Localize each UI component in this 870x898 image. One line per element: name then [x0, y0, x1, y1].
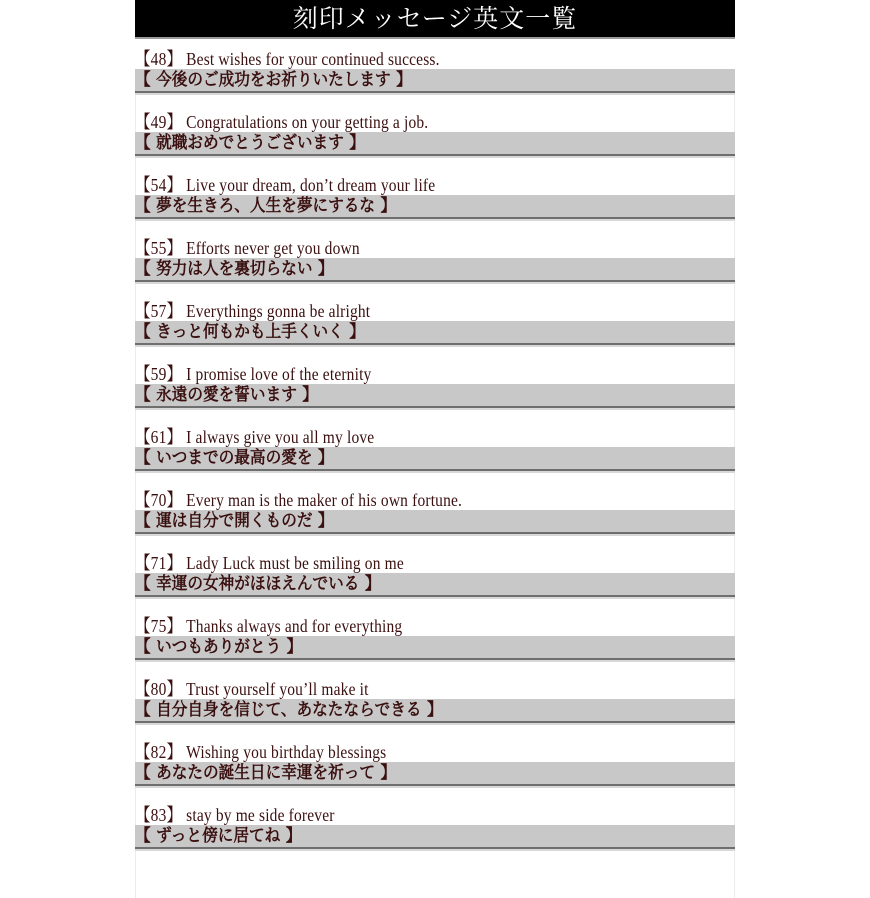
japanese-band	[135, 384, 735, 408]
japanese-message: 【 いつまでの最高の愛を 】	[135, 448, 334, 468]
message-number: 【55】	[135, 238, 183, 258]
japanese-message: 【 今後のご成功をお祈りいたします 】	[135, 70, 412, 90]
english-text: Best wishes for your continued success.	[182, 49, 440, 69]
message-entry	[135, 165, 735, 228]
japanese-band	[135, 762, 735, 786]
english-message	[135, 552, 404, 574]
japanese-message: 【 幸運の女神がほほえんでいる 】	[135, 574, 381, 594]
english-text: Lady Luck must be smiling on me	[182, 553, 404, 573]
japanese-message: 【 運は自分で開くものだ 】	[135, 511, 334, 531]
japanese-message: 【 永遠の愛を誓います 】	[135, 385, 318, 405]
japanese-band	[135, 699, 735, 723]
english-message	[135, 300, 370, 322]
message-entry	[135, 795, 735, 858]
message-entry	[135, 291, 735, 354]
english-message	[135, 615, 402, 637]
english-text: Congratulations on your getting a job.	[182, 112, 429, 132]
message-entry	[135, 669, 735, 732]
english-message	[135, 237, 360, 259]
english-message	[135, 489, 462, 511]
message-entry	[135, 417, 735, 480]
message-number: 【82】	[135, 742, 183, 762]
message-entry	[135, 102, 735, 165]
japanese-band	[135, 510, 735, 534]
english-message	[135, 111, 428, 133]
japanese-band	[135, 825, 735, 849]
message-number: 【80】	[135, 679, 183, 699]
english-text: Everythings gonna be alright	[182, 301, 371, 321]
japanese-message: 【 就職おめでとうございます 】	[135, 133, 365, 153]
japanese-band	[135, 69, 735, 93]
japanese-message: 【 きっと何もかも上手くいく 】	[135, 322, 365, 342]
japanese-band	[135, 321, 735, 345]
english-text: Trust yourself you’ll make it	[182, 679, 369, 699]
japanese-message: 【 あなたの誕生日に幸運を祈って 】	[135, 763, 397, 783]
english-message	[135, 804, 335, 826]
message-number: 【54】	[135, 175, 183, 195]
message-entry	[135, 732, 735, 795]
japanese-band	[135, 636, 735, 660]
message-number: 【71】	[135, 553, 183, 573]
message-entry	[135, 480, 735, 543]
japanese-message: 【 ずっと傍に居てね 】	[135, 826, 302, 846]
message-number: 【83】	[135, 805, 183, 825]
japanese-band	[135, 132, 735, 156]
english-message	[135, 174, 435, 196]
message-number: 【49】	[135, 112, 183, 132]
japanese-band	[135, 195, 735, 219]
message-number: 【48】	[135, 49, 183, 69]
english-message	[135, 741, 386, 763]
message-number: 【61】	[135, 427, 183, 447]
english-text: Every man is the maker of his own fortune.	[182, 490, 463, 510]
english-message	[135, 363, 371, 385]
message-number: 【75】	[135, 616, 183, 636]
message-sheet	[135, 0, 735, 858]
english-text: stay by me side forever	[182, 805, 335, 825]
japanese-band	[135, 573, 735, 597]
message-entry	[135, 543, 735, 606]
message-entry	[135, 354, 735, 417]
page-title: 刻印メッセージ英文一覧	[135, 0, 735, 39]
message-entry	[135, 39, 735, 102]
message-list	[135, 39, 735, 858]
english-message	[135, 48, 440, 70]
message-number: 【57】	[135, 301, 183, 321]
japanese-message: 【 夢を生きろ、人生を夢にするな 】	[135, 196, 397, 216]
message-number: 【59】	[135, 364, 183, 384]
message-entry	[135, 606, 735, 669]
message-entry	[135, 228, 735, 291]
japanese-band	[135, 447, 735, 471]
english-text: Live your dream, don’t dream your life	[182, 175, 436, 195]
english-text: Efforts never get you down	[182, 238, 360, 258]
japanese-message: 【 努力は人を裏切らない 】	[135, 259, 334, 279]
english-text: Wishing you birthday blessings	[182, 742, 387, 762]
english-text: Thanks always and for everything	[182, 616, 403, 636]
english-text: I always give you all my love	[182, 427, 375, 447]
english-text: I promise love of the eternity	[182, 364, 372, 384]
japanese-message: 【 いつもありがとう 】	[135, 637, 303, 657]
english-message	[135, 426, 374, 448]
japanese-message: 【 自分自身を信じて、あなたならできる 】	[135, 700, 443, 720]
japanese-band	[135, 258, 735, 282]
message-number: 【70】	[135, 490, 183, 510]
english-message	[135, 678, 369, 700]
